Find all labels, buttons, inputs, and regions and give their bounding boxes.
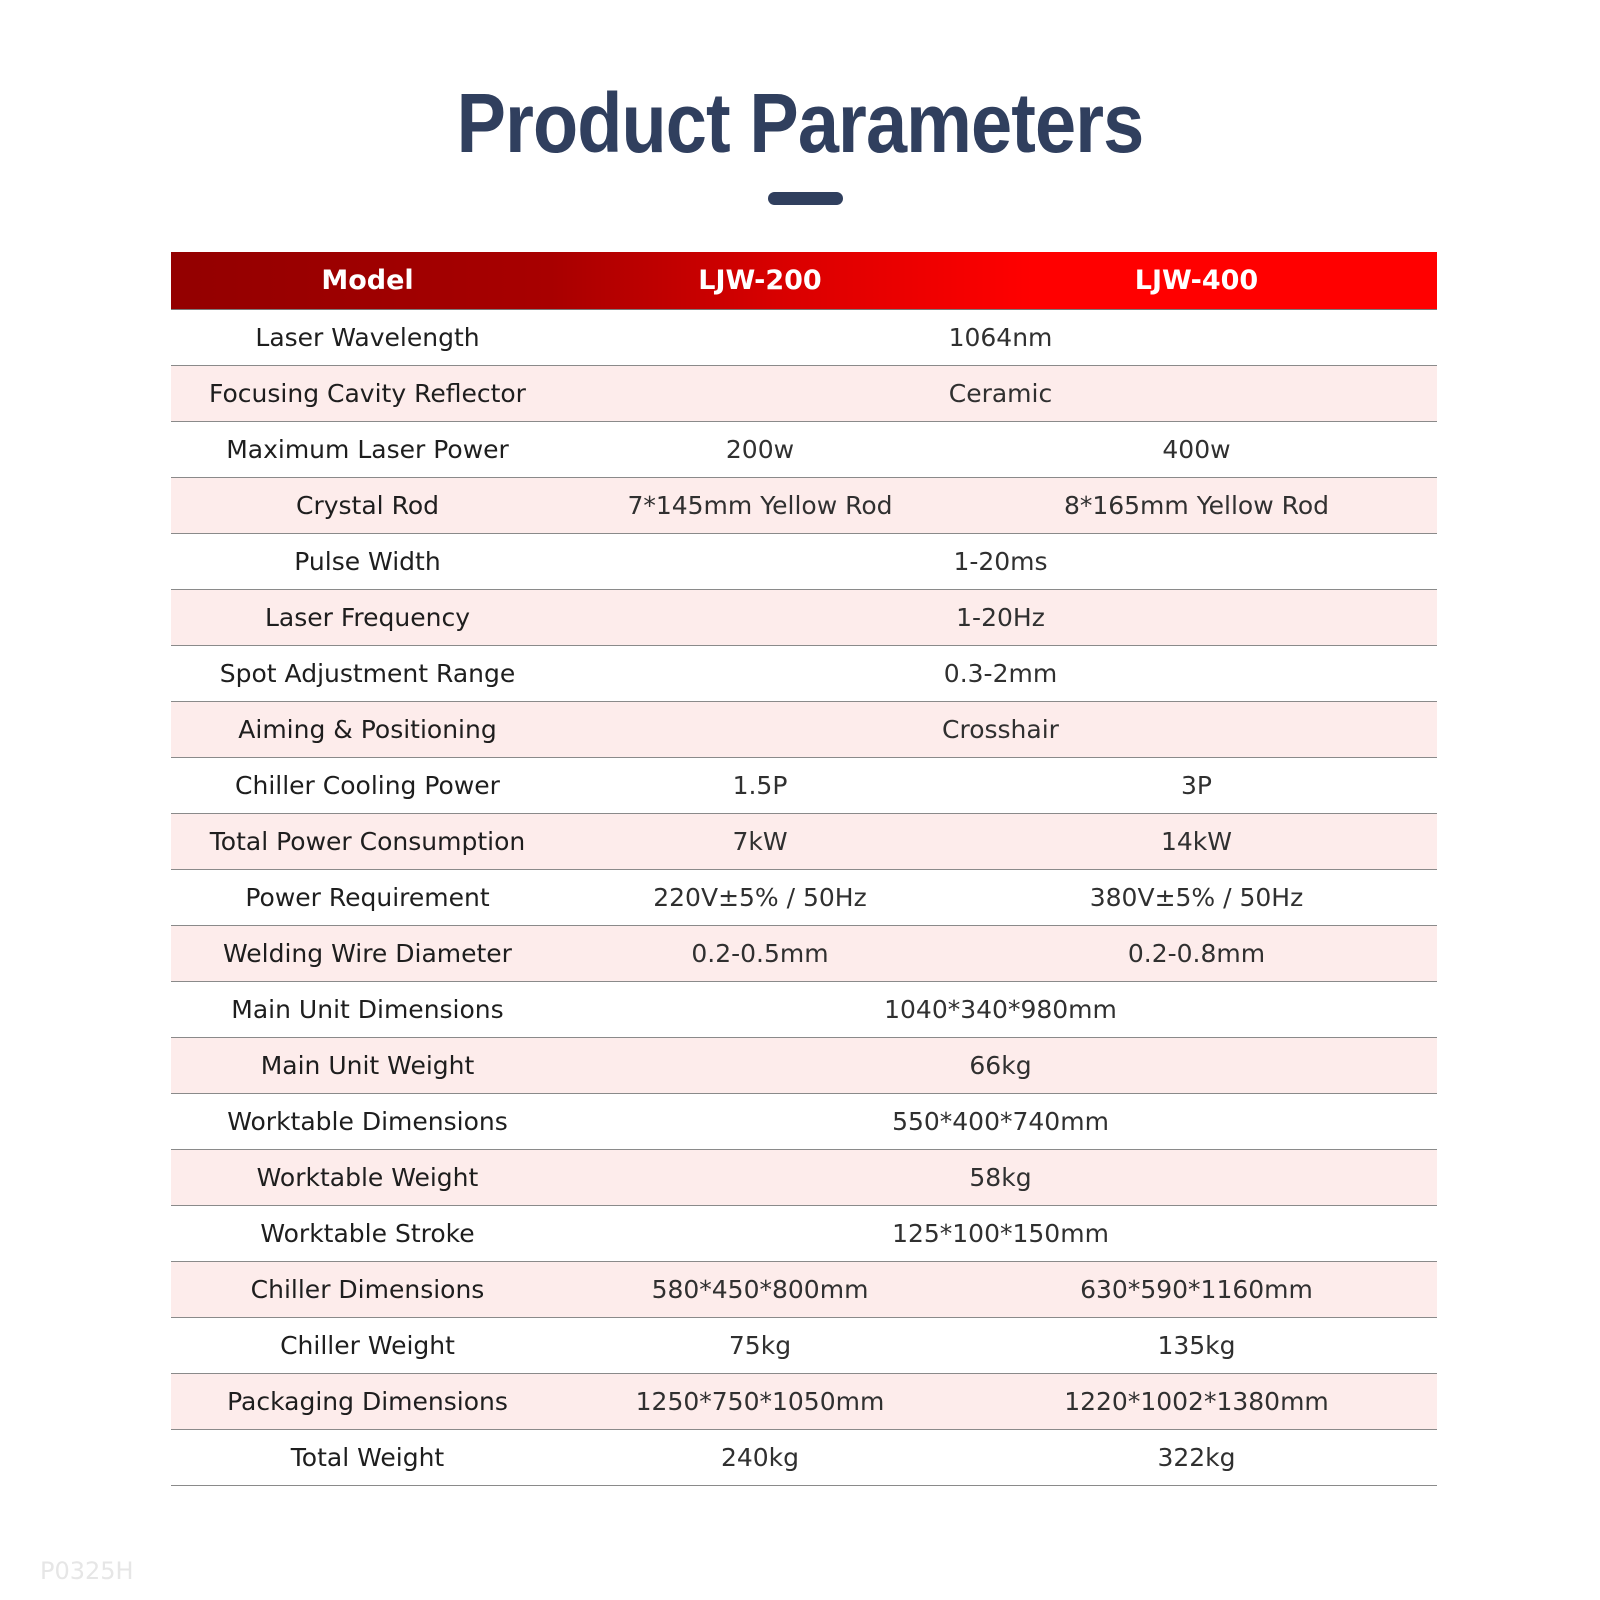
row-value-ljw-200: 1250*750*1050mm <box>635 1387 885 1416</box>
row-value-ljw-400: 0.2-0.8mm <box>1127 939 1266 968</box>
row-label: Chiller Dimensions <box>250 1275 485 1304</box>
row-label: Laser Wavelength <box>255 323 480 352</box>
watermark-code: P0325H <box>40 1557 134 1585</box>
row-value-ljw-400: 1220*1002*1380mm <box>1064 1387 1329 1416</box>
row-value-shared: 66kg <box>969 1051 1032 1080</box>
table-row <box>171 1206 1437 1262</box>
table-row <box>171 1038 1437 1094</box>
row-label: Maximum Laser Power <box>226 435 509 464</box>
row-label: Worktable Stroke <box>260 1219 475 1248</box>
page-title: Product Parameters <box>456 76 1144 170</box>
table-row <box>171 814 1437 870</box>
row-value-shared: 0.3-2mm <box>943 659 1058 688</box>
row-value-ljw-400: 3P <box>1181 771 1212 800</box>
row-value-shared: Ceramic <box>948 379 1053 408</box>
row-value-ljw-400: 630*590*1160mm <box>1080 1275 1313 1304</box>
row-label: Laser Frequency <box>264 603 471 632</box>
table-row <box>171 1262 1437 1318</box>
row-value-ljw-200: 200w <box>725 435 795 464</box>
row-value-ljw-400: 14kW <box>1160 827 1232 856</box>
table-row <box>171 926 1437 982</box>
row-label: Chiller Cooling Power <box>235 771 500 800</box>
row-value-ljw-200: 220V±5% / 50Hz <box>653 883 867 912</box>
table-row <box>171 758 1437 814</box>
row-label: Main Unit Dimensions <box>231 995 504 1024</box>
table-row <box>171 702 1437 758</box>
row-label: Main Unit Weight <box>260 1051 475 1080</box>
row-value-shared: 1040*340*980mm <box>884 995 1117 1024</box>
row-value-ljw-400: 380V±5% / 50Hz <box>1089 883 1304 912</box>
row-value-ljw-200: 7*145mm Yellow Rod <box>627 491 893 520</box>
row-value-ljw-400: 135kg <box>1157 1331 1236 1360</box>
table-header-row <box>171 252 1437 310</box>
row-value-shared: 1-20Hz <box>956 603 1045 632</box>
table-row <box>171 1150 1437 1206</box>
row-value-ljw-200: 0.2-0.5mm <box>691 939 829 968</box>
row-label: Packaging Dimensions <box>227 1387 508 1416</box>
row-label: Worktable Weight <box>256 1163 479 1192</box>
row-label: Chiller Weight <box>280 1331 455 1360</box>
row-value-ljw-400: 400w <box>1162 435 1231 464</box>
row-value-shared: 125*100*150mm <box>892 1219 1109 1248</box>
row-label: Spot Adjustment Range <box>219 659 516 688</box>
header-model-ljw-400: LJW-400 <box>1134 265 1259 296</box>
row-label: Pulse Width <box>294 547 441 576</box>
table-row <box>171 1374 1437 1430</box>
row-value-ljw-400: 8*165mm Yellow Rod <box>1063 491 1330 520</box>
row-value-ljw-200: 1.5P <box>732 771 788 800</box>
table-row <box>171 870 1437 926</box>
row-value-shared: 1-20ms <box>953 547 1048 576</box>
row-value-ljw-200: 580*450*800mm <box>651 1275 869 1304</box>
table-row <box>171 1430 1437 1486</box>
table-row <box>171 534 1437 590</box>
table-row <box>171 366 1437 422</box>
row-value-shared: 550*400*740mm <box>892 1107 1109 1136</box>
header-model-ljw-200: LJW-200 <box>698 265 822 296</box>
row-label: Aiming & Positioning <box>238 715 497 744</box>
title-underline <box>768 192 843 205</box>
row-value-ljw-200: 75kg <box>728 1331 792 1360</box>
row-label: Total Weight <box>290 1443 445 1472</box>
parameters-table <box>171 252 1437 1486</box>
row-label: Worktable Dimensions <box>227 1107 508 1136</box>
table-row <box>171 1318 1437 1374</box>
table-row <box>171 310 1437 366</box>
row-value-shared: 58kg <box>969 1163 1032 1192</box>
row-value-ljw-400: 322kg <box>1157 1443 1236 1472</box>
table-row <box>171 646 1437 702</box>
table-row <box>171 982 1437 1038</box>
row-label: Total Power Consumption <box>209 827 526 856</box>
row-label: Focusing Cavity Reflector <box>209 379 526 408</box>
row-label: Welding Wire Diameter <box>223 939 512 968</box>
row-value-shared: 1064nm <box>948 323 1053 352</box>
row-value-ljw-200: 240kg <box>720 1443 800 1472</box>
header-model-label: Model <box>321 265 414 296</box>
row-value-shared: Crosshair <box>942 715 1059 744</box>
row-label: Crystal Rod <box>296 491 439 520</box>
row-value-ljw-200: 7kW <box>732 827 788 856</box>
table-row <box>171 590 1437 646</box>
row-label: Power Requirement <box>245 883 490 912</box>
table-row <box>171 478 1437 534</box>
table-row <box>171 422 1437 478</box>
table-body <box>171 310 1437 1486</box>
table-row <box>171 1094 1437 1150</box>
